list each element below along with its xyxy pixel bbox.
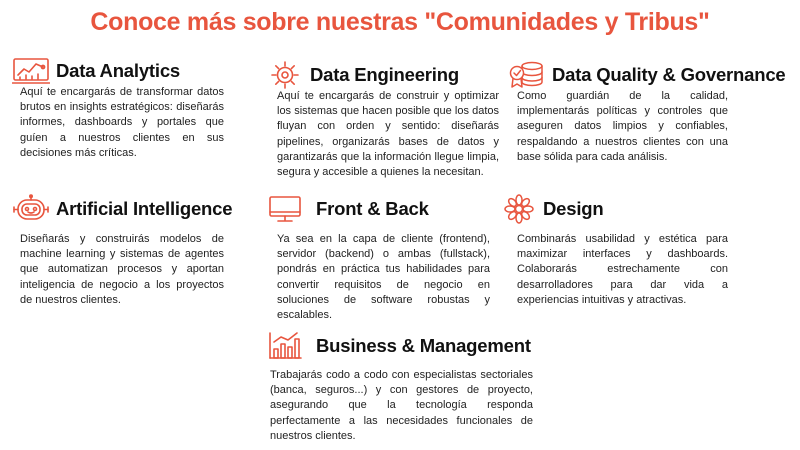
- card-description: Ya sea en la capa de cliente (frontend), servidor (backend) o ambas (fullstack), pondrás en práctica tus habilidades para convertir requisitos de negocio en soluciones de software robustas y escalables.: [277, 233, 490, 322]
- card-header: [266, 60, 459, 90]
- card-title: Artificial Intelligence: [56, 198, 233, 219]
- card-title: Data Engineering: [310, 64, 459, 85]
- card-description: Trabajarás codo a codo con especialistas sectoriales (banca, seguros...) y con gestores de proyecto, asegurando que la tecnología responda perfectamente a las necesidades funcionales de nuestros clientes.: [270, 369, 533, 442]
- card-title: Front & Back: [316, 198, 429, 219]
- card-title: Business & Management: [316, 335, 531, 356]
- card-title: Design: [543, 198, 604, 219]
- card-title: Data Quality & Governance: [552, 64, 786, 85]
- robot-icon: [12, 194, 50, 224]
- card-header: [266, 331, 531, 361]
- card-header: [508, 60, 786, 90]
- card-header: [12, 56, 180, 86]
- page-title: Conoce más sobre nuestras "Comunidades y Tribus": [90, 8, 710, 36]
- card-description: Aquí te encargarás de construir y optimizar los sistemas que hacen posible que los datos fluyan con orden y sentido: diseñarás pipelines, organizarás bases de datos y garantizarás que la información llegue limpia, segura y accesible a quienes la necesitan.: [277, 90, 499, 179]
- database-quality-icon: [508, 60, 546, 90]
- flower-icon: [500, 194, 538, 224]
- bar-chart-icon: [266, 331, 304, 361]
- card-description: Aquí te encargarás de transformar datos brutos en insights estratégicos: diseñarás informes, dashboards y portales que guíen a nuestros clientes en sus decisiones más críticas.: [20, 86, 224, 159]
- card-description: Como guardián de la calidad, implementarás políticas y controles que aseguren datos limpios y confiables, respaldando a nuestros clientes con una base sólida para cada análisis.: [517, 90, 728, 163]
- card-header: [500, 194, 603, 224]
- chart-screen-icon: [12, 56, 50, 86]
- card-description: Diseñarás y construirás modelos de machine learning y sistemas de agentes que automatizan procesos y aportan inteligencia de negocio a los proyectos de nuestros clientes.: [20, 233, 224, 306]
- card-title: Data Analytics: [56, 60, 181, 81]
- card-header: [266, 194, 429, 224]
- gear-icon: [266, 60, 304, 90]
- monitor-icon: [266, 194, 304, 224]
- card-description: Combinarás usabilidad y estética para maximizar interfaces y dashboards. Colaborarás estrechamente con desarrolladores para dar vida a experiencias intuitivas y atractivas.: [517, 233, 728, 306]
- card-header: [12, 194, 232, 224]
